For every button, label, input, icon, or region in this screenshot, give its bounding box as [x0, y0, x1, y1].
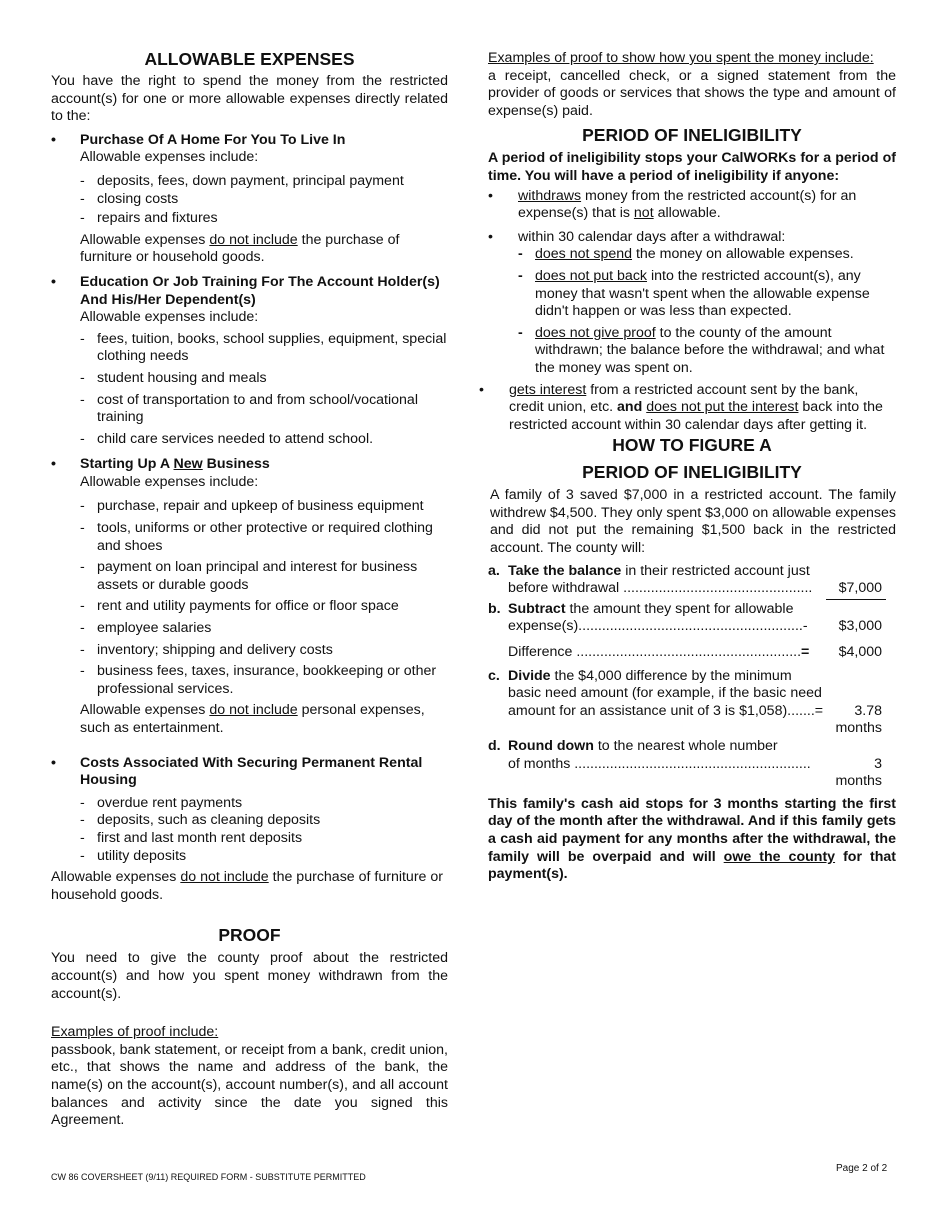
- left-column: [51, 48, 448, 1130]
- list-item: - overdue rent payments: [80, 794, 243, 811]
- list-item: - tools, uniforms or other protective or required clothing and shoes: [80, 520, 433, 554]
- spent-proof-label: Examples of proof to show how you spent the money include:: [488, 50, 874, 66]
- list-item: - deposits, fees, down payment, principal payment: [80, 172, 404, 189]
- step-a: a. Take the balance in their restricted account just before withdrawal ................................................ $7,000: [488, 563, 896, 600]
- list-item: - employee salaries: [80, 620, 212, 637]
- home-title: Purchase Of A Home For You To Live In: [80, 131, 346, 148]
- form-footer: CW 86 COVERSHEET (9/11) REQUIRED FORM - SUBSTITUTE PERMITTED: [51, 1172, 366, 1182]
- list-item: - first and last month rent deposits: [80, 829, 303, 846]
- ineligibility-bullet-withdraws: • withdraws money from the restricted account(s) for an expense(s) that is not allowable.: [488, 187, 857, 222]
- months-result: 3.78: [854, 702, 882, 719]
- list-item: - does not spend the money on allowable expenses.: [518, 246, 854, 263]
- ineligibility-bullet-interest: • gets interest from a restricted account sent by the bank, credit union, etc. and does not put the interest back into the restricted account within 30 calendar days after getting it.: [479, 381, 883, 433]
- section-business: • Starting Up A New Business Allowable expenses include: - purchase, repair and upkeep of business equipment - tools, uniforms or other protective or required clothing and shoes - payment on loan principal and interest for business assets or durable goods - rent and utility payments for office or floor space - employee salaries - inventory; shipping and delivery costs - business fees, taxes, insurance, bookkeeping or other professional services. Allowable expenses do not include personal expenses, such as entertainment.: [51, 456, 448, 737]
- spent-amount: $3,000: [838, 618, 882, 635]
- rental-list: [80, 795, 448, 865]
- proof-examples-text: passbook, bank statement, or receipt from a bank, credit union, etc., that shows the name and address of the bank, the name(s) on the account(s), account number(s), and all account balances and activity since the date you signed this Agreement.: [51, 1041, 448, 1129]
- list-item: - closing costs: [80, 190, 179, 207]
- sum-line: [826, 599, 886, 600]
- list-item: - deposits, such as cleaning deposits: [80, 812, 321, 829]
- home-list: [80, 173, 448, 228]
- step-b: b. Subtract the amount they spent for allowable expense(s).........................................................- $3,000 Difference .........................................................= $4,000: [488, 600, 882, 661]
- page-number: Page 2 of 2: [836, 1163, 888, 1174]
- spent-proof-text: a receipt, cancelled check, or a signed statement from the provider of goods or services that shows the type and amount of expense(s) paid.: [488, 67, 896, 119]
- list-item: - payment on loan principal and interest for business assets or durable goods: [80, 559, 418, 593]
- list-item: - does not put back into the restricted account(s), any money that wasn't spent when the allowable expense didn't happen or was less than expected.: [518, 267, 870, 320]
- home-note: Allowable expenses do not include the purchase of furniture or household goods.: [80, 231, 400, 266]
- list-item: - student housing and meals: [80, 369, 267, 386]
- figure-intro: A family of 3 saved $7,000 in a restricted account. The family withdrew $4,500. They only spent $3,000 on allowable expenses and did not put the remaining $1,500 back in the restricted account. The county will:: [490, 487, 896, 557]
- months-rounded: 3: [874, 755, 882, 772]
- section-rental: • Costs Associated With Securing Permanent Rental Housing - overdue rent payments - deposits, such as cleaning deposits - first and last month rent deposits - utility deposits: [51, 755, 448, 866]
- difference-amount: $4,000: [838, 644, 882, 661]
- list-item: - cost of transportation to and from school/vocational training: [80, 391, 418, 426]
- list-item: - utility deposits: [80, 847, 187, 864]
- list-item: - purchase, repair and upkeep of business equipment: [80, 498, 424, 515]
- figure-heading-2: PERIOD OF INELIGIBILITY: [582, 462, 802, 483]
- list-item: - fees, tuition, books, school supplies, equipment, special clothing needs: [80, 330, 447, 365]
- list-item: - inventory; shipping and delivery costs: [80, 641, 333, 658]
- ineligibility-bullet-30days: • within 30 calendar days after a withdrawal: - does not spend the money on allowable expenses. - does not put back into the restricted account(s), any money that wasn't spent when the allowable expense didn't happen or was less than expected. - does not give proof to the county of the amount withdrawn; the balance before the withdrawal; and what the money was spent on.: [488, 229, 896, 378]
- right-column: [479, 50, 896, 884]
- allowable-intro: You have the right to spend the money from the restricted account(s) for one or more allowable expenses directly related to the:: [51, 73, 448, 125]
- section-education: • Education Or Job Training For The Account Holder(s) And His/Her Dependent(s) Allowable expenses include: - fees, tuition, books, school supplies, equipment, special clothing needs - student housing and meals - cost of transportation to and from school/vocational training - child care services needed to attend school.: [51, 273, 447, 447]
- home-sub: Allowable expenses include:: [80, 149, 259, 166]
- ineligibility-heading: PERIOD OF INELIGIBILITY: [582, 125, 802, 146]
- section-home: [51, 132, 448, 267]
- list-item: - child care services needed to attend school.: [80, 430, 374, 447]
- bullet: •: [51, 131, 56, 148]
- proof-examples-label: Examples of proof include:: [51, 1024, 219, 1041]
- step-c: c. Divide the $4,000 difference by the minimum basic need amount (for example, if the basic need amount for an assistance unit of 3 is $1,058).......= 3.78 months: [488, 667, 882, 737]
- proof-text: You need to give the county proof about the restricted account(s) and how you spent money withdrawn from the account(s).: [51, 950, 448, 1002]
- step-d: d. Round down to the nearest whole number of months ............................................................ 3 months: [488, 738, 882, 790]
- ineligibility-dash-list: [518, 246, 896, 377]
- rental-title: Costs Associated With Securing Permanent Rental Housing: [80, 754, 423, 789]
- ineligibility-intro: A period of ineligibility stops your CalWORKs for a period of time. You will have a period of ineligibility if anyone:: [488, 150, 896, 184]
- business-sub: Allowable expenses include:: [80, 473, 259, 490]
- education-list: [80, 331, 448, 449]
- final-statement: This family's cash aid stops for 3 months starting the first day of the month after the withdrawal. And if this family gets a cash aid payment for any months after the withdrawal, the family will be overpaid and will owe the county for that payment(s).: [488, 795, 896, 883]
- list-item: - repairs and fixtures: [80, 210, 218, 227]
- list-item: - business fees, taxes, insurance, bookkeeping or other professional services.: [80, 663, 437, 697]
- proof-heading: PROOF: [218, 925, 281, 946]
- business-list: [80, 498, 448, 698]
- list-item: - rent and utility payments for office or floor space: [80, 598, 399, 615]
- balance-amount: $7,000: [838, 580, 882, 597]
- education-title: Education Or Job Training For The Account Holder(s) And His/Her Dependent(s): [80, 273, 440, 308]
- business-title: Starting Up A New Business: [80, 456, 270, 473]
- figure-heading-1: HOW TO FIGURE A: [612, 435, 772, 456]
- allowable-expenses-heading: ALLOWABLE EXPENSES: [144, 49, 355, 69]
- rental-note: Allowable expenses do not include the purchase of furniture or household goods.: [51, 869, 443, 903]
- list-item: - does not give proof to the county of the amount withdrawn; the balance before the withdrawal; and what the money was spent on.: [518, 324, 885, 376]
- business-note: Allowable expenses do not include personal expenses, such as entertainment.: [80, 702, 425, 736]
- education-sub: Allowable expenses include:: [80, 309, 259, 326]
